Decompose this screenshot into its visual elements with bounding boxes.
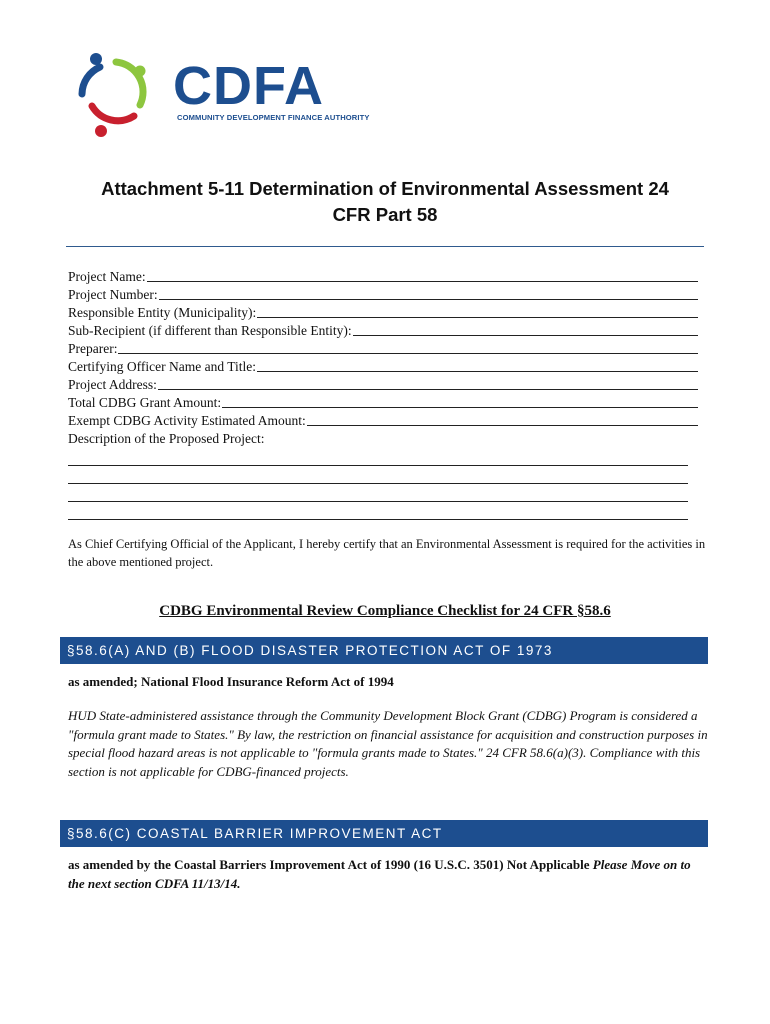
- section-subtitle-coastal: [68, 856, 708, 893]
- title-divider: [66, 246, 704, 247]
- field-label: Description of the Proposed Project:: [68, 431, 265, 446]
- project-name-input[interactable]: [147, 268, 698, 282]
- description-input-line[interactable]: [68, 502, 688, 520]
- field-label: Project Address:: [68, 377, 157, 392]
- responsible-entity-field[interactable]: [68, 304, 698, 322]
- field-label: Sub-Recipient (if different than Responsible Entity):: [68, 323, 352, 338]
- coastal-note: Please Move on to the next section CDFA 11/13/14.: [68, 857, 691, 891]
- logo-wordmark: CDFA: [173, 56, 324, 116]
- description-label-row: [68, 430, 698, 448]
- section-heading-flood: §58.6(A) AND (B) FLOOD DISASTER PROTECTION ACT OF 1973: [60, 637, 708, 664]
- checklist-title: CDBG Environmental Review Compliance Checklist for 24 CFR §58.6: [159, 603, 611, 619]
- page-title: [60, 176, 710, 228]
- description-input-line[interactable]: [68, 448, 688, 466]
- total-grant-amount-field[interactable]: [68, 394, 698, 412]
- sub-recipient-field[interactable]: [68, 322, 698, 340]
- sub-recipient-input[interactable]: [353, 322, 698, 336]
- field-label: Project Name:: [68, 269, 146, 284]
- project-info-form: [68, 268, 698, 520]
- exempt-activity-amount-input[interactable]: [307, 412, 698, 426]
- project-number-input[interactable]: [159, 286, 698, 300]
- responsible-entity-input[interactable]: [257, 304, 698, 318]
- field-label: Total CDBG Grant Amount:: [68, 395, 222, 410]
- title-line-1: Attachment 5-11 Determination of Environmental Assessment 24: [101, 178, 669, 199]
- section-subtitle-flood: as amended; National Flood Insurance Reform Act of 1994: [68, 674, 394, 689]
- description-input-line[interactable]: [68, 484, 688, 502]
- certifying-officer-input[interactable]: [257, 358, 698, 372]
- cdfa-logo-emblem: [78, 50, 173, 140]
- logo-tagline: COMMUNITY DEVELOPMENT FINANCE AUTHORITY: [177, 113, 370, 122]
- project-address-input[interactable]: [158, 376, 698, 390]
- project-name-field[interactable]: [68, 268, 698, 286]
- certification-statement: As Chief Certifying Official of the Applicant, I hereby certify that an Environmental Assessment is required for the activities in the above mentioned project.: [68, 537, 706, 569]
- preparer-input[interactable]: [118, 340, 698, 354]
- field-label: Certifying Officer Name and Title:: [68, 359, 256, 374]
- project-number-field[interactable]: [68, 286, 698, 304]
- section-heading-coastal: §58.6(C) COASTAL BARRIER IMPROVEMENT ACT: [60, 820, 708, 847]
- description-input-line[interactable]: [68, 466, 688, 484]
- preparer-field[interactable]: [68, 340, 698, 358]
- section-body-flood: HUD State-administered assistance through the Community Development Block Grant (CDBG) Program is considered a "formula grant made to States." By law, the restriction on financial assistance for acquisition and construction purposes in special flood hazard areas is not applicable to "formula grants made to States." 24 CFR 58.6(a)(3). Compliance with this section is not applicable for CDBG-financed projects.: [68, 708, 708, 779]
- exempt-activity-amount-field[interactable]: [68, 412, 698, 430]
- cdfa-logo: [78, 50, 368, 140]
- title-line-2: CFR Part 58: [332, 204, 438, 225]
- field-label: Preparer:: [68, 341, 118, 356]
- project-address-field[interactable]: [68, 376, 698, 394]
- total-grant-amount-input[interactable]: [222, 394, 698, 408]
- field-label: Responsible Entity (Municipality):: [68, 305, 257, 320]
- field-label: Project Number:: [68, 287, 158, 302]
- certifying-officer-field[interactable]: [68, 358, 698, 376]
- field-label: Exempt CDBG Activity Estimated Amount:: [68, 413, 306, 428]
- coastal-subtitle-text: as amended by the Coastal Barriers Improvement Act of 1990 (16 U.S.C. 3501) Not Applicable: [68, 857, 590, 872]
